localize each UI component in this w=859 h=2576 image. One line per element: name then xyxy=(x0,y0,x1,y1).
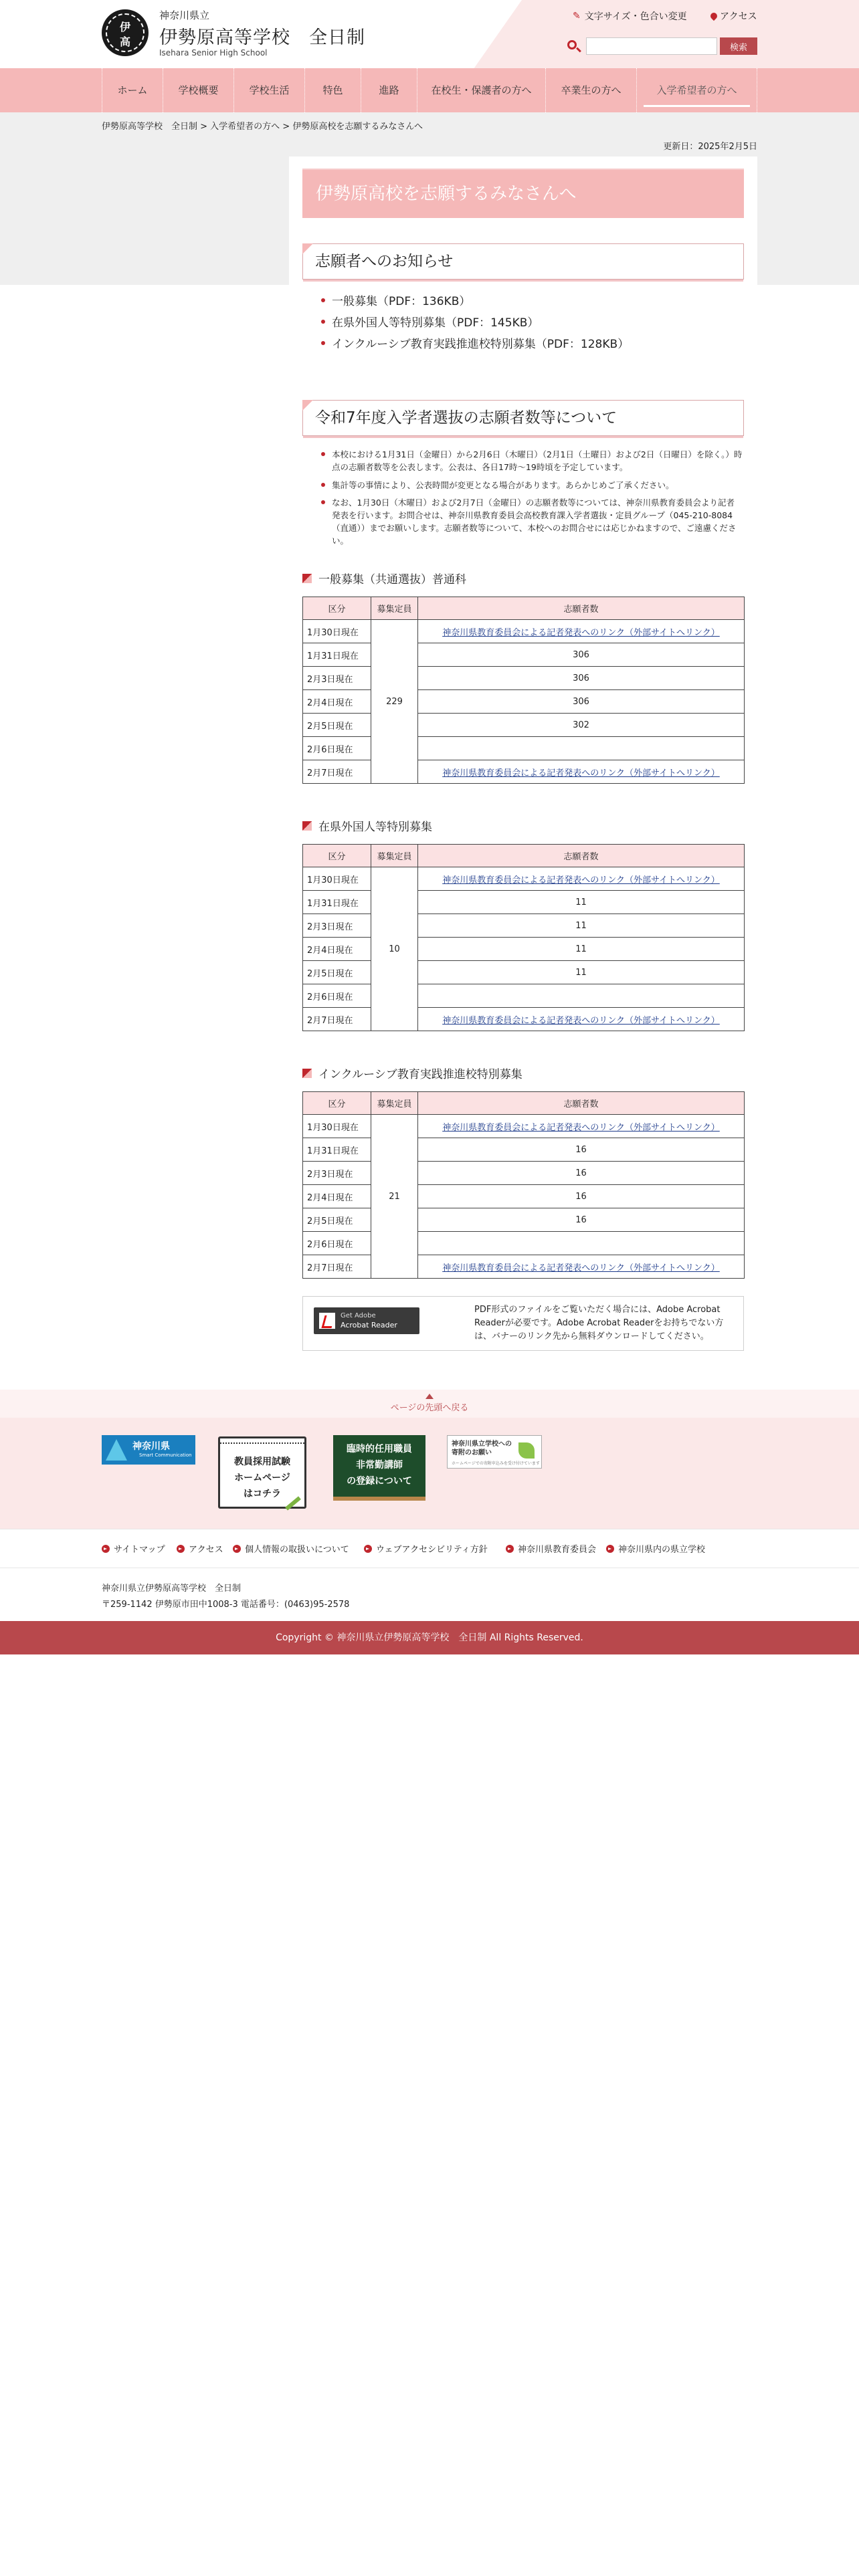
applicant-count: 11 xyxy=(418,961,745,984)
emblem-glyph-bottom: 高 xyxy=(119,35,130,48)
kanagawa-banner-sub: Smart Communication xyxy=(139,1453,192,1458)
column-header-applicants: 志願者数 xyxy=(418,845,745,867)
table-header-row xyxy=(303,597,745,620)
emblem-glyph-top: 伊 xyxy=(119,21,130,33)
info-paragraph-text: 本校における1月31日（金曜日）から2月6日（木曜日）（2月1日（土曜日）および2日（日曜日）を除く。）時点の志願者数等を公表します。公表は、各日17時～19時頃を予定しています。 xyxy=(332,449,743,472)
capacity-cell: 21 xyxy=(371,1115,418,1279)
row-date: 1月31日現在 xyxy=(303,1138,371,1162)
table-row xyxy=(303,867,745,891)
temporary-staff-registration-banner[interactable] xyxy=(333,1435,425,1501)
table-row xyxy=(303,737,745,760)
access-link[interactable] xyxy=(710,9,757,23)
row-date: 2月6日現在 xyxy=(303,737,371,760)
table-row xyxy=(303,1115,745,1138)
table-row xyxy=(303,1138,745,1162)
footer-link-label: サイトマップ xyxy=(114,1545,165,1555)
heading-underline xyxy=(303,436,743,438)
nav-item-features[interactable]: 特色 xyxy=(305,68,361,112)
page-title: 伊勢原高校を志願するみなさんへ xyxy=(302,169,744,218)
info-paragraph-text: なお、1月30日（木曜日）および2月7日（金曜日）の志願者数等については、神奈川県教育委員会より記者発表を行います。お問合せは、神奈川県教育委員会高校教育課入学者選抜・定員グループ（045-210-8084（直通））までお願いします。志願者数等について、本校へのお問合せには応じかねますので、ご遠慮ください。 xyxy=(332,498,737,546)
press-release-link[interactable]: 神奈川県教育委員会による記者発表へのリンク（外部サイトへリンク） xyxy=(418,1008,745,1031)
applicants-table-general xyxy=(302,597,745,784)
footer-link-label: アクセス xyxy=(189,1545,223,1555)
table-title-text: 一般募集（共通選抜）普通科 xyxy=(318,573,466,586)
table-row xyxy=(303,714,745,737)
row-date: 1月30日現在 xyxy=(303,867,371,891)
applicant-count: 16 xyxy=(418,1185,745,1208)
donation-request-banner[interactable] xyxy=(447,1435,542,1469)
info-paragraph xyxy=(321,448,743,473)
table-title-inclusive xyxy=(302,1065,522,1081)
info-paragraph-text: 集計等の事情により、公表時間が変更となる場合があります。あらかじめご了承ください。 xyxy=(332,480,674,490)
acrobat-banner-line1: Get Adobe xyxy=(341,1312,376,1319)
row-date: 2月5日現在 xyxy=(303,961,371,984)
table-title-text: インクルーシブ教育実践推進校特別募集 xyxy=(318,1068,522,1081)
temp-banner-line2: 非常勤講師 xyxy=(356,1460,403,1471)
bullet-icon xyxy=(321,452,325,456)
updated-date: 更新日：2025年2月5日 xyxy=(663,142,757,152)
info-paragraph xyxy=(321,479,743,492)
column-header-category: 区分 xyxy=(303,845,371,867)
footer-link-sitemap[interactable] xyxy=(102,1542,165,1555)
table-title-foreign xyxy=(302,817,432,834)
footer-link-label: 神奈川県内の県立学校 xyxy=(618,1545,706,1555)
table-row xyxy=(303,961,745,984)
notice-pdf-link-foreign[interactable] xyxy=(321,313,539,330)
nav-item-school-life[interactable]: 学校生活 xyxy=(234,68,305,112)
applicant-count: 16 xyxy=(418,1138,745,1162)
heading-corner-decoration xyxy=(302,243,313,254)
temp-banner-line3: の登録について xyxy=(347,1476,412,1487)
applicant-count: 306 xyxy=(418,690,745,714)
column-header-capacity: 募集定員 xyxy=(371,597,418,620)
table-row xyxy=(303,643,745,667)
applicant-count: 11 xyxy=(418,891,745,914)
footer-address: 〒259-1142 伊勢原市田中1008-3 電話番号：(0463)95-2578 xyxy=(102,1600,350,1610)
search-input[interactable] xyxy=(586,37,717,55)
access-label: アクセス xyxy=(720,11,757,22)
table-row xyxy=(303,1208,745,1232)
row-date: 2月4日現在 xyxy=(303,1185,371,1208)
teacher-recruitment-banner[interactable] xyxy=(218,1436,306,1509)
kanagawa-banner-title: 神奈川県 xyxy=(132,1441,170,1452)
nav-item-career[interactable]: 進路 xyxy=(361,68,417,112)
acrobat-reader-notice xyxy=(302,1296,744,1351)
row-date: 2月4日現在 xyxy=(303,690,371,714)
row-date: 2月6日現在 xyxy=(303,984,371,1008)
table-row xyxy=(303,938,745,961)
row-date: 1月31日現在 xyxy=(303,643,371,667)
applicant-count: 302 xyxy=(418,714,745,737)
table-row xyxy=(303,891,745,914)
notice-pdf-label: 在県外国人等特別募集（PDF：145KB） xyxy=(332,316,539,330)
table-row xyxy=(303,1185,745,1208)
table-row xyxy=(303,1232,745,1255)
footer-link-privacy[interactable] xyxy=(233,1542,349,1555)
school-name-english: Isehara Senior High School xyxy=(159,48,268,58)
applicant-count: 11 xyxy=(418,938,745,961)
table-row xyxy=(303,620,745,643)
footer-link-label: ウェブアクセシビリティ方針 xyxy=(376,1545,488,1555)
get-acrobat-reader-banner[interactable] xyxy=(314,1307,419,1334)
applicants-heading xyxy=(302,400,744,436)
press-release-link[interactable]: 神奈川県教育委員会による記者発表へのリンク（外部サイトへリンク） xyxy=(418,867,745,891)
row-date: 2月3日現在 xyxy=(303,914,371,938)
notice-pdf-link-general[interactable] xyxy=(321,292,470,308)
column-header-category: 区分 xyxy=(303,597,371,620)
font-adjust-icon: ✎ xyxy=(573,11,581,21)
arrow-up-icon xyxy=(425,1394,434,1399)
table-row xyxy=(303,1008,745,1031)
copyright: Copyright © 神奈川県立伊勢原高等学校 全日制 All Rights Reserved. xyxy=(0,1621,859,1654)
map-pin-icon xyxy=(709,11,719,21)
arrow-circle-icon xyxy=(177,1545,185,1553)
footer-school-name: 神奈川県立伊勢原高等学校 全日制 xyxy=(102,1584,242,1594)
table-title-text: 在県外国人等特別募集 xyxy=(318,821,432,834)
table-row xyxy=(303,984,745,1008)
row-date: 2月5日現在 xyxy=(303,714,371,737)
column-header-applicants: 志願者数 xyxy=(418,597,745,620)
row-date: 2月7日現在 xyxy=(303,1008,371,1031)
applicant-count: 16 xyxy=(418,1208,745,1232)
heading-marker-icon xyxy=(302,574,312,583)
footer-link-access[interactable] xyxy=(177,1542,223,1555)
applicant-count xyxy=(418,737,745,760)
bullet-icon xyxy=(321,500,325,504)
nav-item-prospective-students[interactable]: 入学希望者の方へ xyxy=(637,68,757,112)
footer-link-label: 神奈川県教育委員会 xyxy=(518,1545,597,1555)
banner-area xyxy=(0,1418,859,1529)
arrow-circle-icon xyxy=(233,1545,241,1553)
applicant-count: 16 xyxy=(418,1162,745,1185)
column-header-capacity: 募集定員 xyxy=(371,1092,418,1115)
bullet-icon xyxy=(321,320,325,324)
arrow-circle-icon xyxy=(506,1545,514,1553)
nav-item-home[interactable]: ホーム xyxy=(102,68,163,112)
prefecture-label: 神奈川県立 xyxy=(159,9,210,21)
notice-heading-text: 志願者へのお知らせ xyxy=(315,253,454,270)
school-name-link[interactable]: 伊勢原高等学校 全日制 xyxy=(159,27,365,48)
footer-link-accessibility[interactable] xyxy=(364,1542,488,1555)
column-header-applicants: 志願者数 xyxy=(418,1092,745,1115)
bullet-icon xyxy=(321,341,325,345)
heading-marker-icon xyxy=(302,1069,312,1078)
nav-item-students-parents[interactable]: 在校生・保護者の方へ xyxy=(417,68,546,112)
heading-marker-icon xyxy=(302,821,312,831)
footer-link-board-of-education[interactable] xyxy=(506,1542,596,1555)
page-top-link[interactable] xyxy=(0,1390,859,1413)
notice-pdf-label: インクルーシブ教育実践推進校特別募集（PDF：128KB） xyxy=(332,338,630,351)
row-date: 1月30日現在 xyxy=(303,1115,371,1138)
school-emblem-logo[interactable] xyxy=(102,9,149,56)
press-release-link[interactable]: 神奈川県教育委員会による記者発表へのリンク（外部サイトへリンク） xyxy=(418,760,745,784)
page-top-label: ページの先頭へ戻る xyxy=(390,1403,469,1413)
search-icon xyxy=(567,40,577,49)
search-button[interactable]: 検索 xyxy=(720,37,757,55)
applicants-table-inclusive xyxy=(302,1091,745,1279)
site-header xyxy=(0,0,859,68)
table-header-row xyxy=(303,845,745,867)
acrobat-logo-icon xyxy=(319,1313,335,1329)
acrobat-notice-text: PDF形式のファイルをご覧いただく場合には、Adobe Acrobat Readerが必要です。Adobe Acrobat Readerをお持ちでない方は、バナーのリンク先から無料ダウンロードしてください。 xyxy=(474,1305,724,1341)
kanagawa-logo-icon xyxy=(106,1439,127,1461)
applicant-count xyxy=(418,1232,745,1255)
row-date: 2月3日現在 xyxy=(303,1162,371,1185)
row-date: 2月5日現在 xyxy=(303,1208,371,1232)
capacity-cell: 10 xyxy=(371,867,418,1031)
notepad-binding-decoration xyxy=(220,1438,304,1444)
table-row xyxy=(303,760,745,784)
leaf-icon xyxy=(518,1442,535,1459)
column-header-capacity: 募集定員 xyxy=(371,845,418,867)
row-date: 2月7日現在 xyxy=(303,760,371,784)
recruit-banner-line1: 教員採用試験 xyxy=(234,1457,290,1467)
temp-banner-line1: 臨時的任用職員 xyxy=(347,1444,412,1455)
row-date: 2月4日現在 xyxy=(303,938,371,961)
info-paragraph xyxy=(321,496,743,547)
applicant-count: 306 xyxy=(418,667,745,690)
kanagawa-prefecture-banner[interactable] xyxy=(102,1435,195,1465)
font-size-color-link[interactable] xyxy=(573,9,687,23)
donation-banner-title: 神奈川県立学校への寄附のお願い xyxy=(452,1440,512,1457)
table-header-row xyxy=(303,1092,745,1115)
font-size-color-label: 文字サイズ・色合い変更 xyxy=(584,11,687,22)
donation-banner-sub: ホームページでの寄附申込みを受け付けています xyxy=(452,1461,540,1466)
footer-link-label: 個人情報の取扱いについて xyxy=(245,1545,349,1555)
table-row xyxy=(303,914,745,938)
global-nav xyxy=(0,68,859,112)
notice-pdf-label: 一般募集（PDF：136KB） xyxy=(332,295,471,308)
recruit-banner-line3: はコチラ xyxy=(244,1489,281,1499)
recruit-banner-line2: ホームページ xyxy=(234,1473,290,1483)
applicant-count: 11 xyxy=(418,914,745,938)
table-row xyxy=(303,667,745,690)
row-date: 1月30日現在 xyxy=(303,620,371,643)
table-title-general xyxy=(302,570,466,586)
applicants-table-foreign xyxy=(302,844,745,1031)
press-release-link[interactable]: 神奈川県教育委員会による記者発表へのリンク（外部サイトへリンク） xyxy=(418,1115,745,1138)
press-release-link[interactable]: 神奈川県教育委員会による記者発表へのリンク（外部サイトへリンク） xyxy=(418,1255,745,1279)
press-release-link[interactable]: 神奈川県教育委員会による記者発表へのリンク（外部サイトへリンク） xyxy=(418,620,745,643)
notice-pdf-link-inclusive[interactable] xyxy=(321,334,629,351)
capacity-cell: 229 xyxy=(371,620,418,784)
table-row xyxy=(303,1162,745,1185)
acrobat-banner-line2: Acrobat Reader xyxy=(341,1321,397,1329)
bullet-icon xyxy=(321,298,325,302)
notice-heading xyxy=(302,243,744,280)
nav-item-about[interactable]: 学校概要 xyxy=(163,68,234,112)
heading-underline xyxy=(303,280,743,282)
arrow-circle-icon xyxy=(102,1545,110,1553)
arrow-circle-icon xyxy=(606,1545,614,1553)
row-date: 2月3日現在 xyxy=(303,667,371,690)
breadcrumb[interactable]: 伊勢原高等学校 全日制 > 入学希望者の方へ > 伊勢原高校を志願するみなさんへ xyxy=(102,122,423,132)
table-row xyxy=(303,1255,745,1279)
heading-corner-decoration xyxy=(302,400,313,411)
bullet-icon xyxy=(321,483,325,487)
applicant-count xyxy=(418,984,745,1008)
arrow-circle-icon xyxy=(364,1545,372,1553)
row-date: 1月31日現在 xyxy=(303,891,371,914)
footer-link-prefectural-schools[interactable] xyxy=(606,1542,705,1555)
applicants-heading-text: 令和7年度入学者選抜の志願者数等について xyxy=(315,409,617,427)
nav-item-graduates[interactable]: 卒業生の方へ xyxy=(546,68,637,112)
row-date: 2月6日現在 xyxy=(303,1232,371,1255)
table-row xyxy=(303,690,745,714)
column-header-category: 区分 xyxy=(303,1092,371,1115)
row-date: 2月7日現在 xyxy=(303,1255,371,1279)
applicant-count: 306 xyxy=(418,643,745,667)
